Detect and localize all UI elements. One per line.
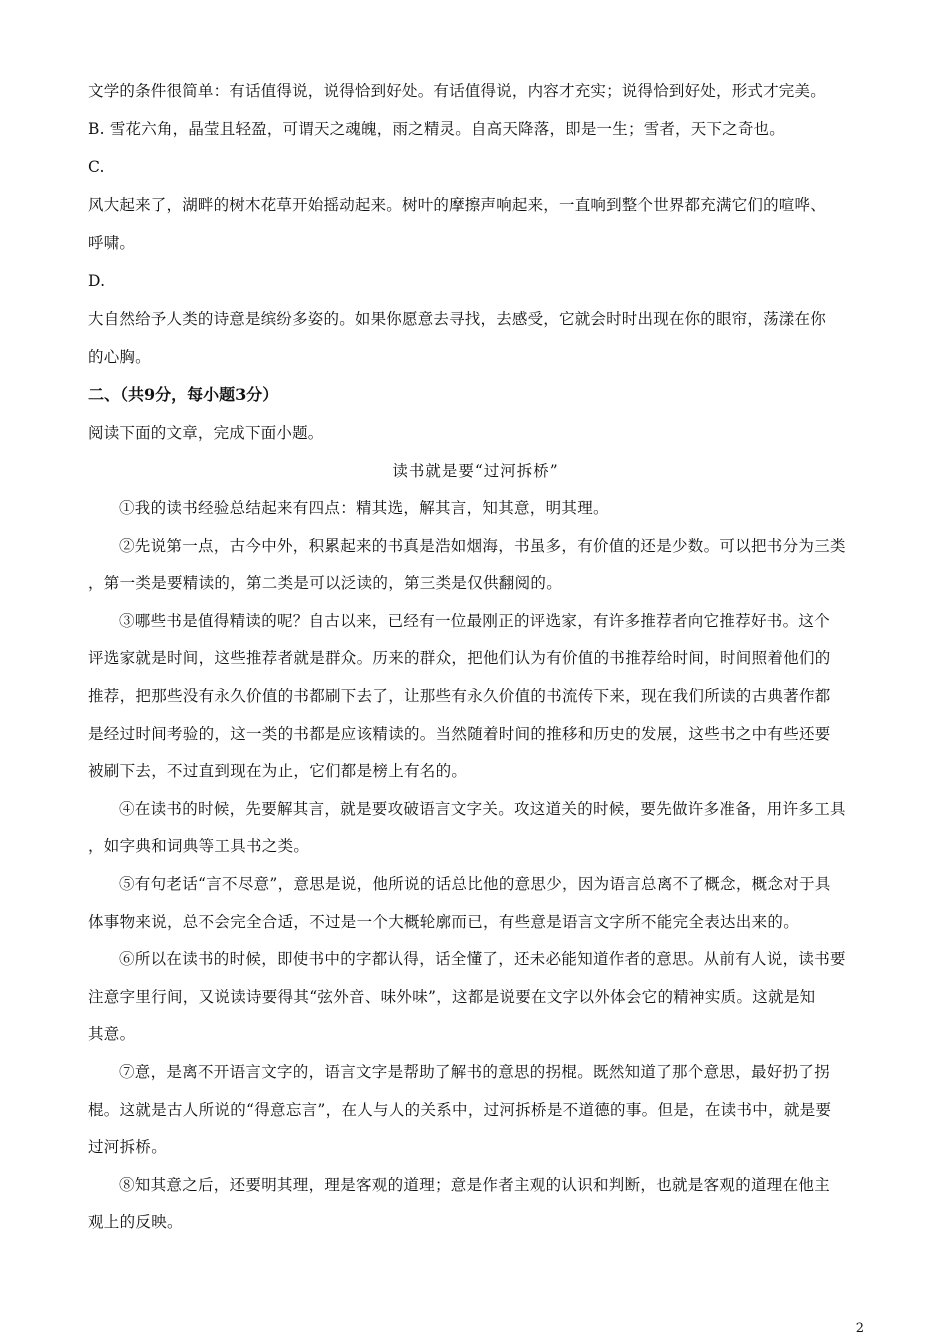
page-number: 2 xyxy=(855,1321,864,1336)
paragraph-line: ⑤有句老话“言不尽意”，意思是说，他所说的话总比他的意思少，因为语言总离不了概念，概念对于具 xyxy=(119,874,831,893)
article-paragraph-7 xyxy=(88,1054,863,1167)
paragraph-line: ①我的读书经验总结起来有四点：精其选，解其言，知其意，明其理。 xyxy=(119,499,609,517)
paragraph-line: ，如字典和词典等工具书之类。 xyxy=(88,837,310,856)
paragraph-line: 评选家就是时间，这些推荐者就是群众。历来的群众，把他们认为有价值的书推荐给时间，时间照着他们的 xyxy=(88,649,831,668)
option-c-label: C. xyxy=(88,158,105,176)
article-paragraph-5 xyxy=(88,866,863,941)
option-d-text-line-1: 大自然给予人类的诗意是缤纷多姿的。如果你愿意去寻找，去感受，它就会时时出现在你的眼帘，荡漾在你 xyxy=(88,310,826,328)
paragraph-line: ⑦意，是离不开语言文字的，语言文字是帮助了解书的意思的拐棍。既然知道了那个意思，最好扔了拐 xyxy=(119,1062,831,1081)
section-instruction: 阅读下面的文章，完成下面小题。 xyxy=(88,424,324,442)
paragraph-line: ④在读书的时候，先要解其言，就是要攻破语言文字关。攻这道关的时候，要先做许多准备，用许多工具 xyxy=(119,799,846,818)
option-c-text-line-1: 风大起来了，湖畔的树木花草开始摇动起来。树叶的摩擦声响起来，一直响到整个世界都充满它们的喧哗、 xyxy=(88,196,826,214)
paragraph-line: 注意字里行间，又说读诗要得其“弦外音、味外味”，这都是说要在文字以外体会它的精神实质。这就是知 xyxy=(88,987,816,1006)
option-d-label: D. xyxy=(88,272,106,290)
paragraph-line: ，第一类是要精读的，第二类是可以泛读的，第三类是仅供翻阅的。 xyxy=(88,574,563,593)
paragraph-line: 其意。 xyxy=(88,1025,136,1044)
paragraph-line: 体事物来说，总不会完全合适，不过是一个大概轮廓而已，有些意是语言文字所不能完全表达出来的。 xyxy=(88,912,800,931)
paragraph-line: ③哪些书是值得精读的呢？自古以来，已经有一位最刚正的评选家，有许多推荐者向它推荐好书。这个 xyxy=(119,611,831,630)
paragraph-line: 棍。这就是古人所说的“得意忘言”，在人与人的关系中，过河拆桥是不道德的事。但是，在读书中，就是要 xyxy=(88,1100,832,1119)
article-title: 读书就是要“过河拆桥” xyxy=(392,462,559,480)
article-paragraph-8 xyxy=(88,1167,863,1242)
article-paragraph-3 xyxy=(88,603,863,791)
paragraph-line: 观上的反映。 xyxy=(88,1213,183,1232)
article-paragraph-4 xyxy=(88,791,863,866)
paragraph-line: ②先说第一点，古今中外，积累起来的书真是浩如烟海，书虽多，有价值的还是少数。可以把书分为三类 xyxy=(119,536,846,555)
section-heading: 二、（共9分，每小题3分） xyxy=(88,385,279,404)
article-paragraph-2 xyxy=(88,528,863,603)
article-paragraph-1 xyxy=(88,490,863,528)
article-body xyxy=(88,490,863,1242)
document-page xyxy=(88,72,863,1242)
option-a-text: 文学的条件很简单：有话值得说，说得恰到好处。有话值得说，内容才充实；说得恰到好处，形式才完美。 xyxy=(88,82,826,100)
paragraph-line: 是经过时间考验的，这一类的书都是应该精读的。当然随着时间的推移和历史的发展，这些书之中有些还要 xyxy=(88,724,831,743)
paragraph-line: ⑥所以在读书的时候，即使书中的字都认得，话全懂了，还未必能知道作者的意思。从前有人说，读书要 xyxy=(119,950,846,969)
article-paragraph-6 xyxy=(88,941,863,1054)
option-c-text-line-2: 呼啸。 xyxy=(88,234,136,252)
option-d-text-line-2: 的心胸。 xyxy=(88,348,151,366)
paragraph-line: 推荐，把那些没有永久价值的书都刷下去了，让那些有永久价值的书流传下来，现在我们所读的古典著作都 xyxy=(88,686,831,705)
paragraph-line: 过河拆桥。 xyxy=(88,1138,168,1157)
paragraph-line: ⑧知其意之后，还要明其理，理是客观的道理；意是作者主观的认识和判断，也就是客观的道理在他主 xyxy=(119,1175,831,1194)
option-b-text: B. 雪花六角，晶莹且轻盈，可谓天之魂魄，雨之精灵。自高天降落，即是一生；雪者，天下之奇也。 xyxy=(88,120,785,138)
paragraph-line: 被刷下去，不过直到现在为止，它们都是榜上有名的。 xyxy=(88,762,468,781)
